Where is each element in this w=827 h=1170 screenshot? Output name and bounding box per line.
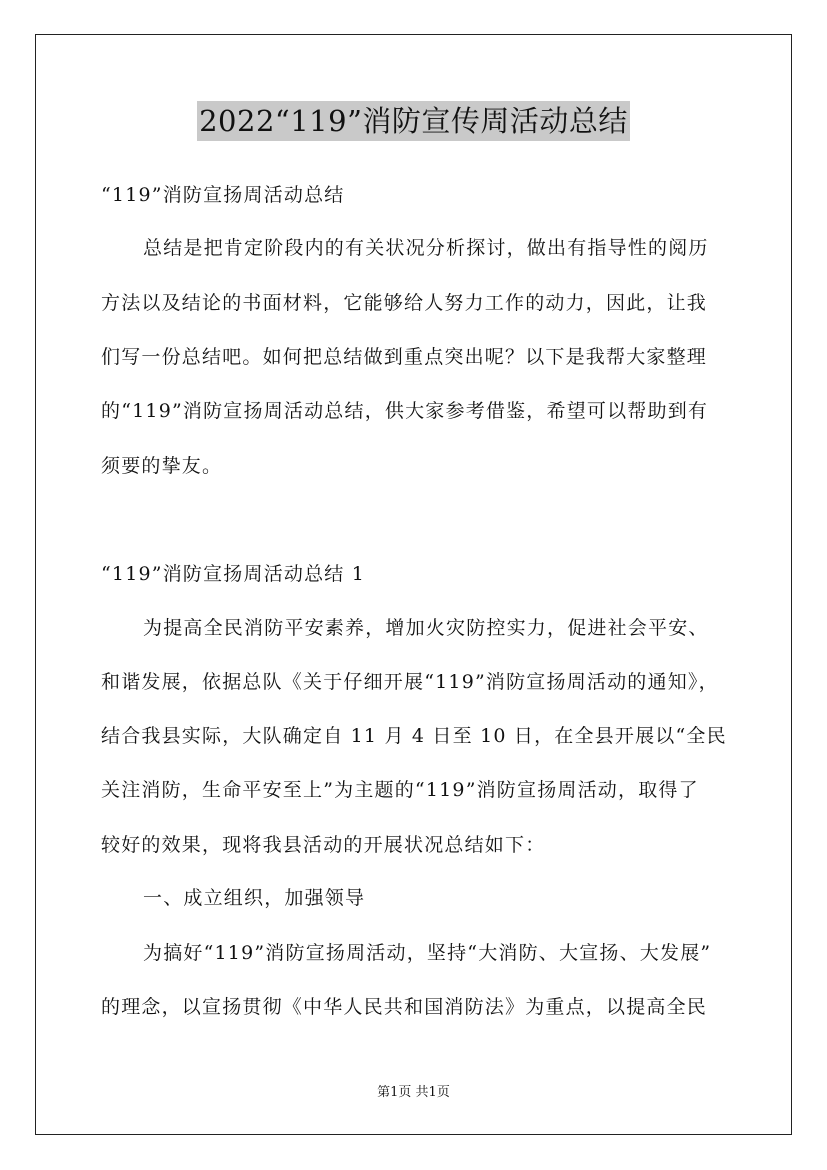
para1-line-4: 关注消防，生命平安至上”为主题的“119”消防宣扬周活动，取得了 [101,779,699,801]
para1-line-5: 较好的效果，现将我县活动的开展状况总结如下： [101,834,546,856]
para2-line-2: 的理念，以宣扬贯彻《中华人民共和国消防法》为重点，以提高全民 [101,996,708,1018]
intro-line-5: 须要的挚友。 [101,455,223,477]
section-heading: “119”消防宣扬周活动总结 1 [101,563,366,585]
intro-line-2: 方法以及结论的书面材料，它能够给人努力工作的动力，因此，让我 [101,292,708,314]
page-footer: 第1页 共1页 [377,1085,450,1100]
subheading-1: 一、成立组织，加强领导 [143,887,366,909]
document-title: 2022“119”消防宣传周活动总结 [197,101,630,141]
para1-line-2: 和谐发展，依据总队《关于仔细开展“119”消防宣扬周活动的通知》， [101,671,719,693]
para1-line-1: 为提高全民消防平安素养，增加火灾防控实力，促进社会平安、 [143,617,709,639]
para1-line-3: 结合我县实际，大队确定自 11 月 4 日至 10 日，在全县开展以“全民 [101,725,727,747]
para2-line-1: 为搞好“119”消防宣扬周活动，坚持“大消防、大宣扬、大发展” [143,942,712,964]
intro-line-1: 总结是把肯定阶段内的有关状况分析探讨，做出有指导性的阅历 [143,237,709,259]
document-subtitle: “119”消防宣扬周活动总结 [101,184,345,206]
intro-line-3: 们写一份总结吧。如何把总结做到重点突出呢？以下是我帮大家整理 [101,346,708,368]
title-wrap [0,101,827,141]
intro-line-4: 的“119”消防宣扬周活动总结，供大家参考借鉴，希望可以帮助到有 [101,400,709,422]
